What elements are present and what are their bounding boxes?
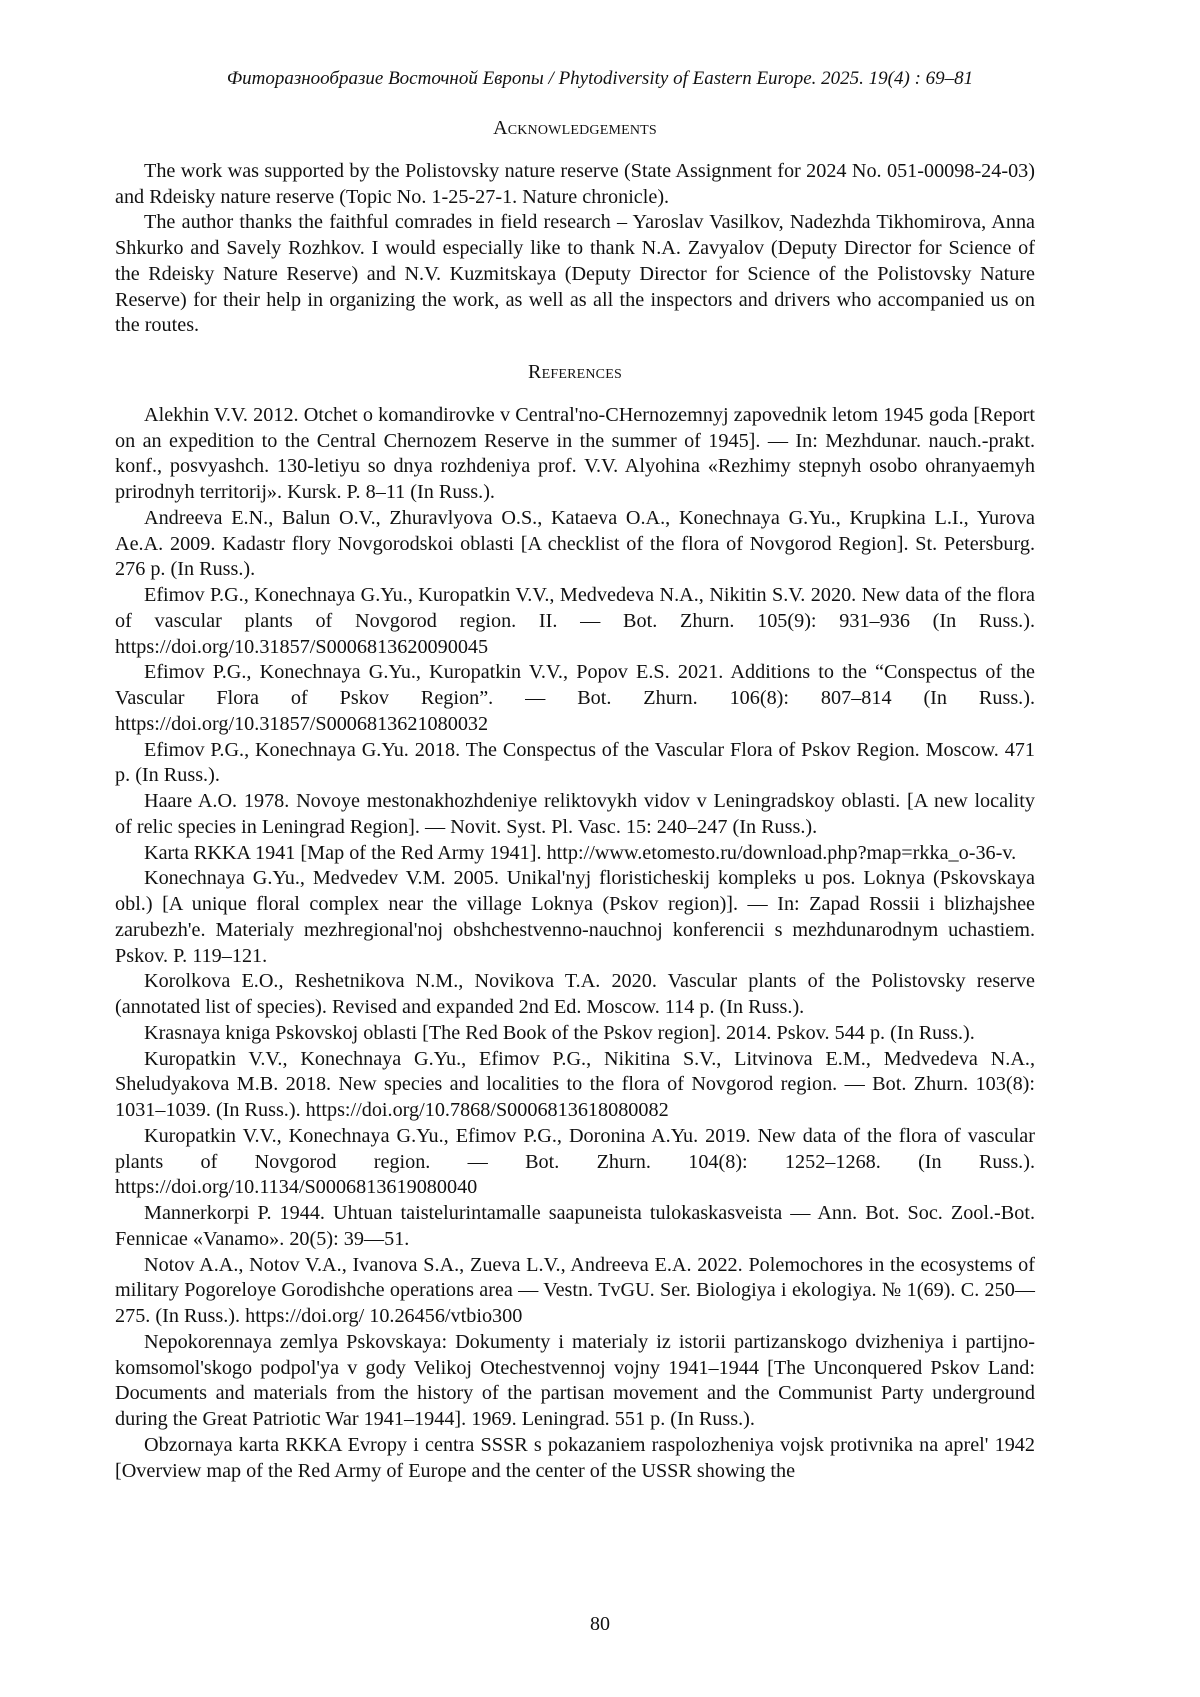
- reference-entry: Mannerkorpi P. 1944. Uhtuan taistelurintamalle saapuneista tulokaskasveista — Ann. Bot. Soc. Zool.-Bot. Fennicae «Vanamo». 20(5): 39—51.: [115, 1201, 1035, 1253]
- acknowledgements-paragraph: The work was supported by the Polistovsky nature reserve (State Assignment for 2024 No. 051-00098-24-03) and Rdeisky nature reserve (Topic No. 1-25-27-1. Nature chronicle).: [115, 159, 1035, 211]
- reference-entry: Efimov P.G., Konechnaya G.Yu., Kuropatkin V.V., Medvedeva N.A., Nikitin S.V. 2020. New data of the flora of vascular plants of Novgorod region. II. — Bot. Zhurn. 105(9): 931–936 (In Russ.). https://doi.org/10.31857/S0006813620090045: [115, 583, 1035, 660]
- reference-entry: Konechnaya G.Yu., Medvedev V.M. 2005. Unikal'nyj floristicheskij kompleks u pos. Loknya (Pskovskaya obl.) [A unique floral complex near the village Loknya (Pskov region)]. — In: Zapad Rossii i blizhajshee zarubezh'e. Materialy mezhregional'noj obshchestvenno-nauchnoj konferencii s mezhdunarodnym uchastiem. Pskov. P. 119–121.: [115, 866, 1035, 969]
- reference-entry: Haare A.O. 1978. Novoye mestonakhozhdeniye reliktovykh vidov v Leningradskoy oblasti. [A new locality of relic species in Leningrad Region]. — Novit. Syst. Pl. Vasc. 15: 240–247 (In Russ.).: [115, 789, 1035, 841]
- reference-entry: Obzornaya karta RKKA Evropy i centra SSSR s pokazaniem raspolozheniya vojsk protivnika na aprel' 1942 [Overview map of the Red Army of Europe and the center of the USSR showing the: [115, 1433, 1035, 1485]
- article-body: [115, 112, 1035, 1484]
- acknowledgements-section: [115, 159, 1035, 339]
- acknowledgements-heading: Acknowledgements: [115, 116, 1035, 142]
- journal-page: [0, 0, 1200, 1697]
- references-heading: References: [115, 360, 1035, 386]
- reference-entry: Karta RKKA 1941 [Map of the Red Army 1941]. http://www.etomesto.ru/download.php?map=rkka_o-36-v.: [115, 841, 1035, 867]
- reference-entry: Krasnaya kniga Pskovskoj oblasti [The Red Book of the Pskov region]. 2014. Pskov. 544 p. (In Russ.).: [115, 1021, 1035, 1047]
- reference-entry: Nepokorennaya zemlya Pskovskaya: Dokumenty i materialy iz istorii partizanskogo dvizheniya i partijno-komsomol'skogo podpol'ya v gody Velikoj Otechestvennoj vojny 1941–1944 [The Unconquered Pskov Land: Documents and materials from the history of the partisan movement and the Communist Party underground during the Great Patriotic War 1941–1944]. 1969. Leningrad. 551 p. (In Russ.).: [115, 1330, 1035, 1433]
- acknowledgements-paragraph: The author thanks the faithful comrades in field research – Yaroslav Vasilkov, Nadezhda Tikhomirova, Anna Shkurko and Savely Rozhkov. I would especially like to thank N.A. Zavyalov (Deputy Director for Science of the Rdeisky Nature Reserve) and N.V. Kuzmitskaya (Deputy Director for Science of the Polistovsky Nature Reserve) for their help in organizing the work, as well as all the inspectors and drivers who accompanied us on the routes.: [115, 210, 1035, 339]
- reference-entry: Alekhin V.V. 2012. Otchet o komandirovke v Central'no-CHernozemnyj zapovednik letom 1945 goda [Report on an expedition to the Central Chernozem Reserve in the summer of 1945]. — In: Mezhdunar. nauch.-prakt. konf., posvyashch. 130-letiyu so dnya rozhdeniya prof. V.V. Alyohina «Rezhimy stepnyh osobo ohranyaemyh prirodnyh territorij». Kursk. P. 8–11 (In Russ.).: [115, 403, 1035, 506]
- references-list: [115, 403, 1035, 1485]
- reference-entry: Notov A.A., Notov V.A., Ivanova S.A., Zueva L.V., Andreeva E.A. 2022. Polemochores in the ecosystems of military Pogoreloye Gorodishche operations area — Vestn. TvGU. Ser. Biologiya i ekologiya. № 1(69). C. 250—275. (In Russ.). https://doi.org/ 10.26456/vtbio300: [115, 1253, 1035, 1330]
- running-head: Фиторазнообразие Восточной Европы / Phytodiversity of Eastern Europe. 2025. 19(4) : 69–81: [0, 68, 1200, 90]
- reference-entry: Andreeva E.N., Balun O.V., Zhuravlyova O.S., Kataeva O.A., Konechnaya G.Yu., Krupkina L.I., Yurova Ae.A. 2009. Kadastr flory Novgorodskoi oblasti [A checklist of the flora of Novgorod Region]. St. Petersburg. 276 p. (In Russ.).: [115, 506, 1035, 583]
- reference-entry: Korolkova E.O., Reshetnikova N.M., Novikova T.A. 2020. Vascular plants of the Polistovsky reserve (annotated list of species). Revised and expanded 2nd Ed. Moscow. 114 p. (In Russ.).: [115, 969, 1035, 1021]
- reference-entry: Efimov P.G., Konechnaya G.Yu., Kuropatkin V.V., Popov E.S. 2021. Additions to the “Conspectus of the Vascular Flora of Pskov Region”. — Bot. Zhurn. 106(8): 807–814 (In Russ.). https://doi.org/10.31857/S0006813621080032: [115, 660, 1035, 737]
- reference-entry: Kuropatkin V.V., Konechnaya G.Yu., Efimov P.G., Nikitina S.V., Litvinova E.M., Medvedeva N.A., Sheludyakova M.B. 2018. New species and localities to the flora of Novgorod region. — Bot. Zhurn. 103(8): 1031–1039. (In Russ.). https://doi.org/10.7868/S0006813618080082: [115, 1047, 1035, 1124]
- page-number: 80: [0, 1613, 1200, 1636]
- reference-entry: Kuropatkin V.V., Konechnaya G.Yu., Efimov P.G., Doronina A.Yu. 2019. New data of the flora of vascular plants of Novgorod region. — Bot. Zhurn. 104(8): 1252–1268. (In Russ.). https://doi.org/10.1134/S0006813619080040: [115, 1124, 1035, 1201]
- reference-entry: Efimov P.G., Konechnaya G.Yu. 2018. The Conspectus of the Vascular Flora of Pskov Region. Moscow. 471 p. (In Russ.).: [115, 738, 1035, 790]
